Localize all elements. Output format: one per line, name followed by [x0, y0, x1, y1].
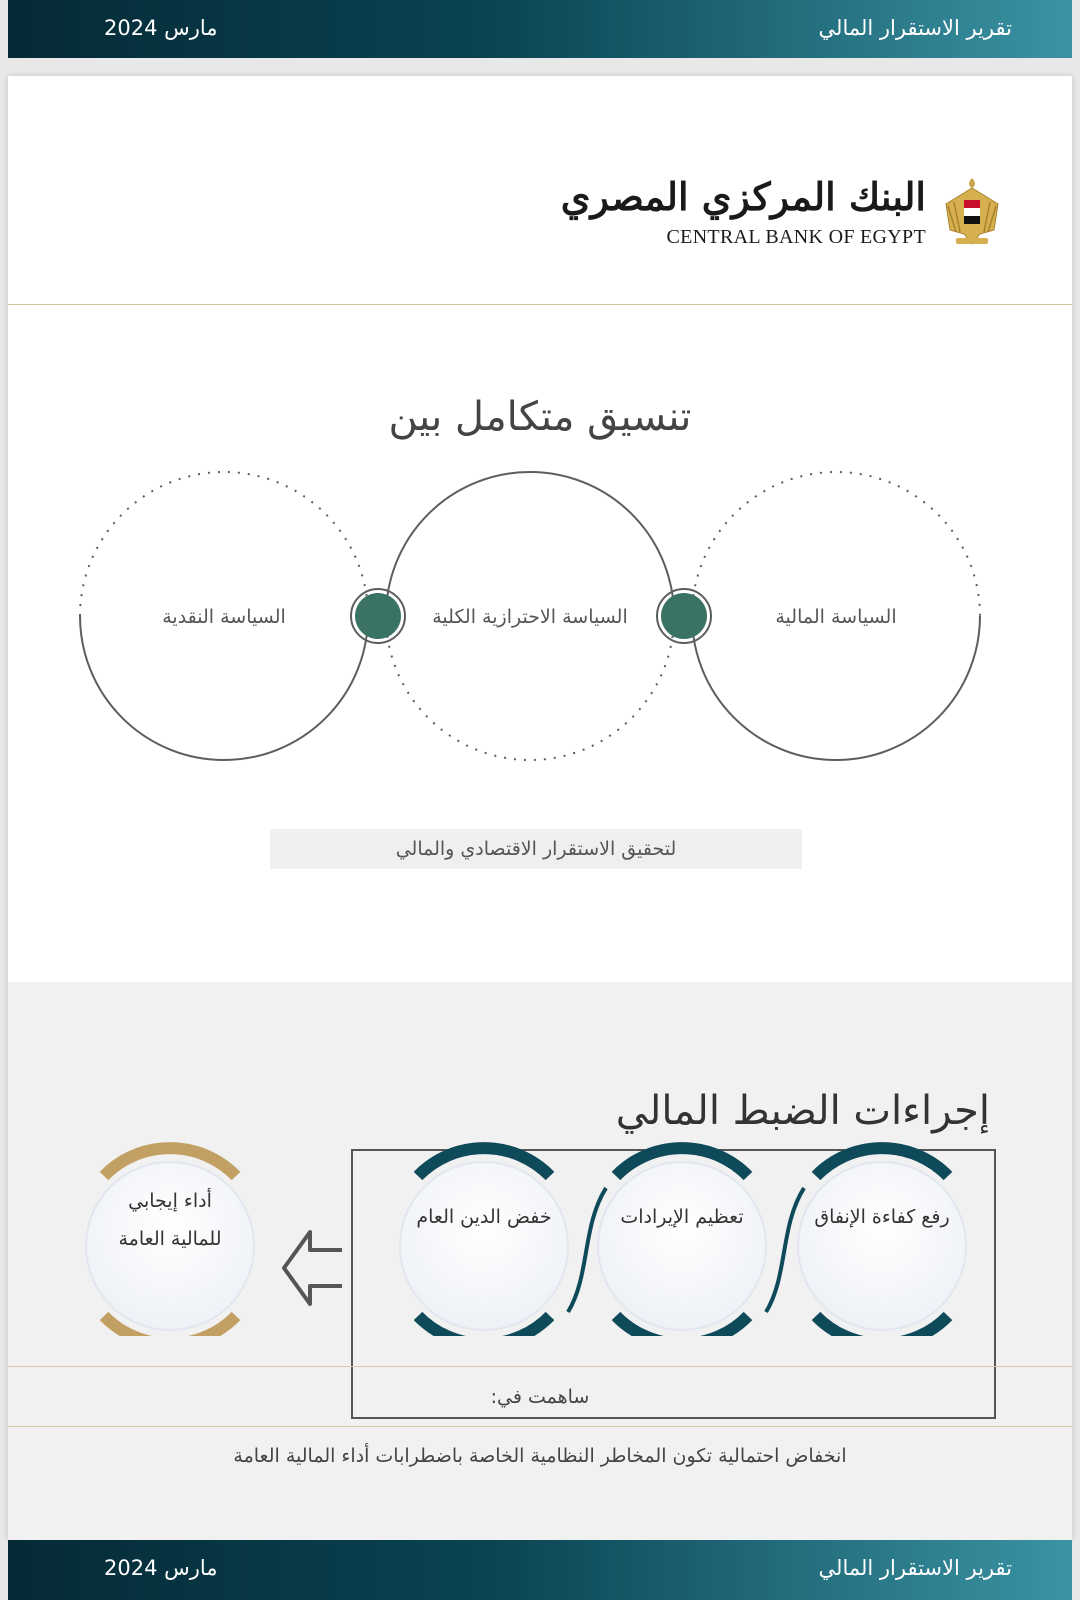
- cbe-logo: [560, 174, 1002, 254]
- step-label-spending: رفع كفاءة الإنفاق: [814, 1206, 950, 1228]
- footer-title: تقرير الاستقرار المالي: [818, 1556, 1012, 1580]
- page-sheet: [8, 76, 1072, 1540]
- eagle-emblem-icon: [942, 174, 1002, 250]
- fiscal-title: إجراءات الضبط المالي: [615, 1088, 990, 1134]
- divider-line: [8, 304, 1072, 305]
- header-date: مارس 2024: [104, 16, 218, 40]
- page-header: [8, 0, 1072, 58]
- arrow-left-icon: [284, 1232, 342, 1304]
- outcome-text: انخفاض احتمالية تكون المخاطر النظامية الخاصة باضطرابات أداء المالية العامة: [233, 1445, 847, 1467]
- goal-banner: لتحقيق الاستقرار الاقتصادي والمالي: [270, 829, 802, 869]
- circle-label-fiscal: السياسة المالية: [775, 606, 897, 628]
- circle-monetary-solid-bottom: [80, 616, 368, 760]
- step-ring-spending: [798, 1148, 966, 1336]
- header-title: تقرير الاستقرار المالي: [818, 16, 1012, 40]
- page-footer: [8, 1540, 1072, 1600]
- divider-contributed-bottom: [8, 1426, 1072, 1427]
- footer-date: مارس 2024: [104, 1556, 218, 1580]
- step-label-debt: خفض الدين العام: [416, 1206, 552, 1228]
- circle-monetary-dotted-top: [80, 472, 368, 616]
- logo-arabic-text: البنك المركزي المصري: [560, 174, 926, 219]
- coordination-title: تنسيق متكامل بين: [388, 394, 692, 440]
- circle-macro-solid-top: [386, 472, 674, 616]
- result-label-line2: للمالية العامة: [118, 1228, 222, 1250]
- step-ring-revenue: [598, 1148, 766, 1336]
- step-ring-debt: [400, 1148, 568, 1336]
- circle-fiscal-solid-bottom: [692, 616, 980, 760]
- circle-label-macroprudential: السياسة الاحترازية الكلية: [432, 606, 628, 628]
- circle-fiscal-dotted-top: [692, 472, 980, 616]
- circle-label-monetary: السياسة النقدية: [162, 606, 286, 628]
- step-label-revenue: تعظيم الإيرادات: [620, 1206, 744, 1228]
- logo-english-text: CENTRAL BANK OF EGYPT: [666, 226, 926, 248]
- result-label-line1: أداء إيجابي: [128, 1190, 212, 1212]
- divider-contributed-top: [8, 1366, 1072, 1367]
- circle-macro-dotted-bottom: [386, 616, 674, 760]
- contributed-label: ساهمت في:: [490, 1386, 590, 1408]
